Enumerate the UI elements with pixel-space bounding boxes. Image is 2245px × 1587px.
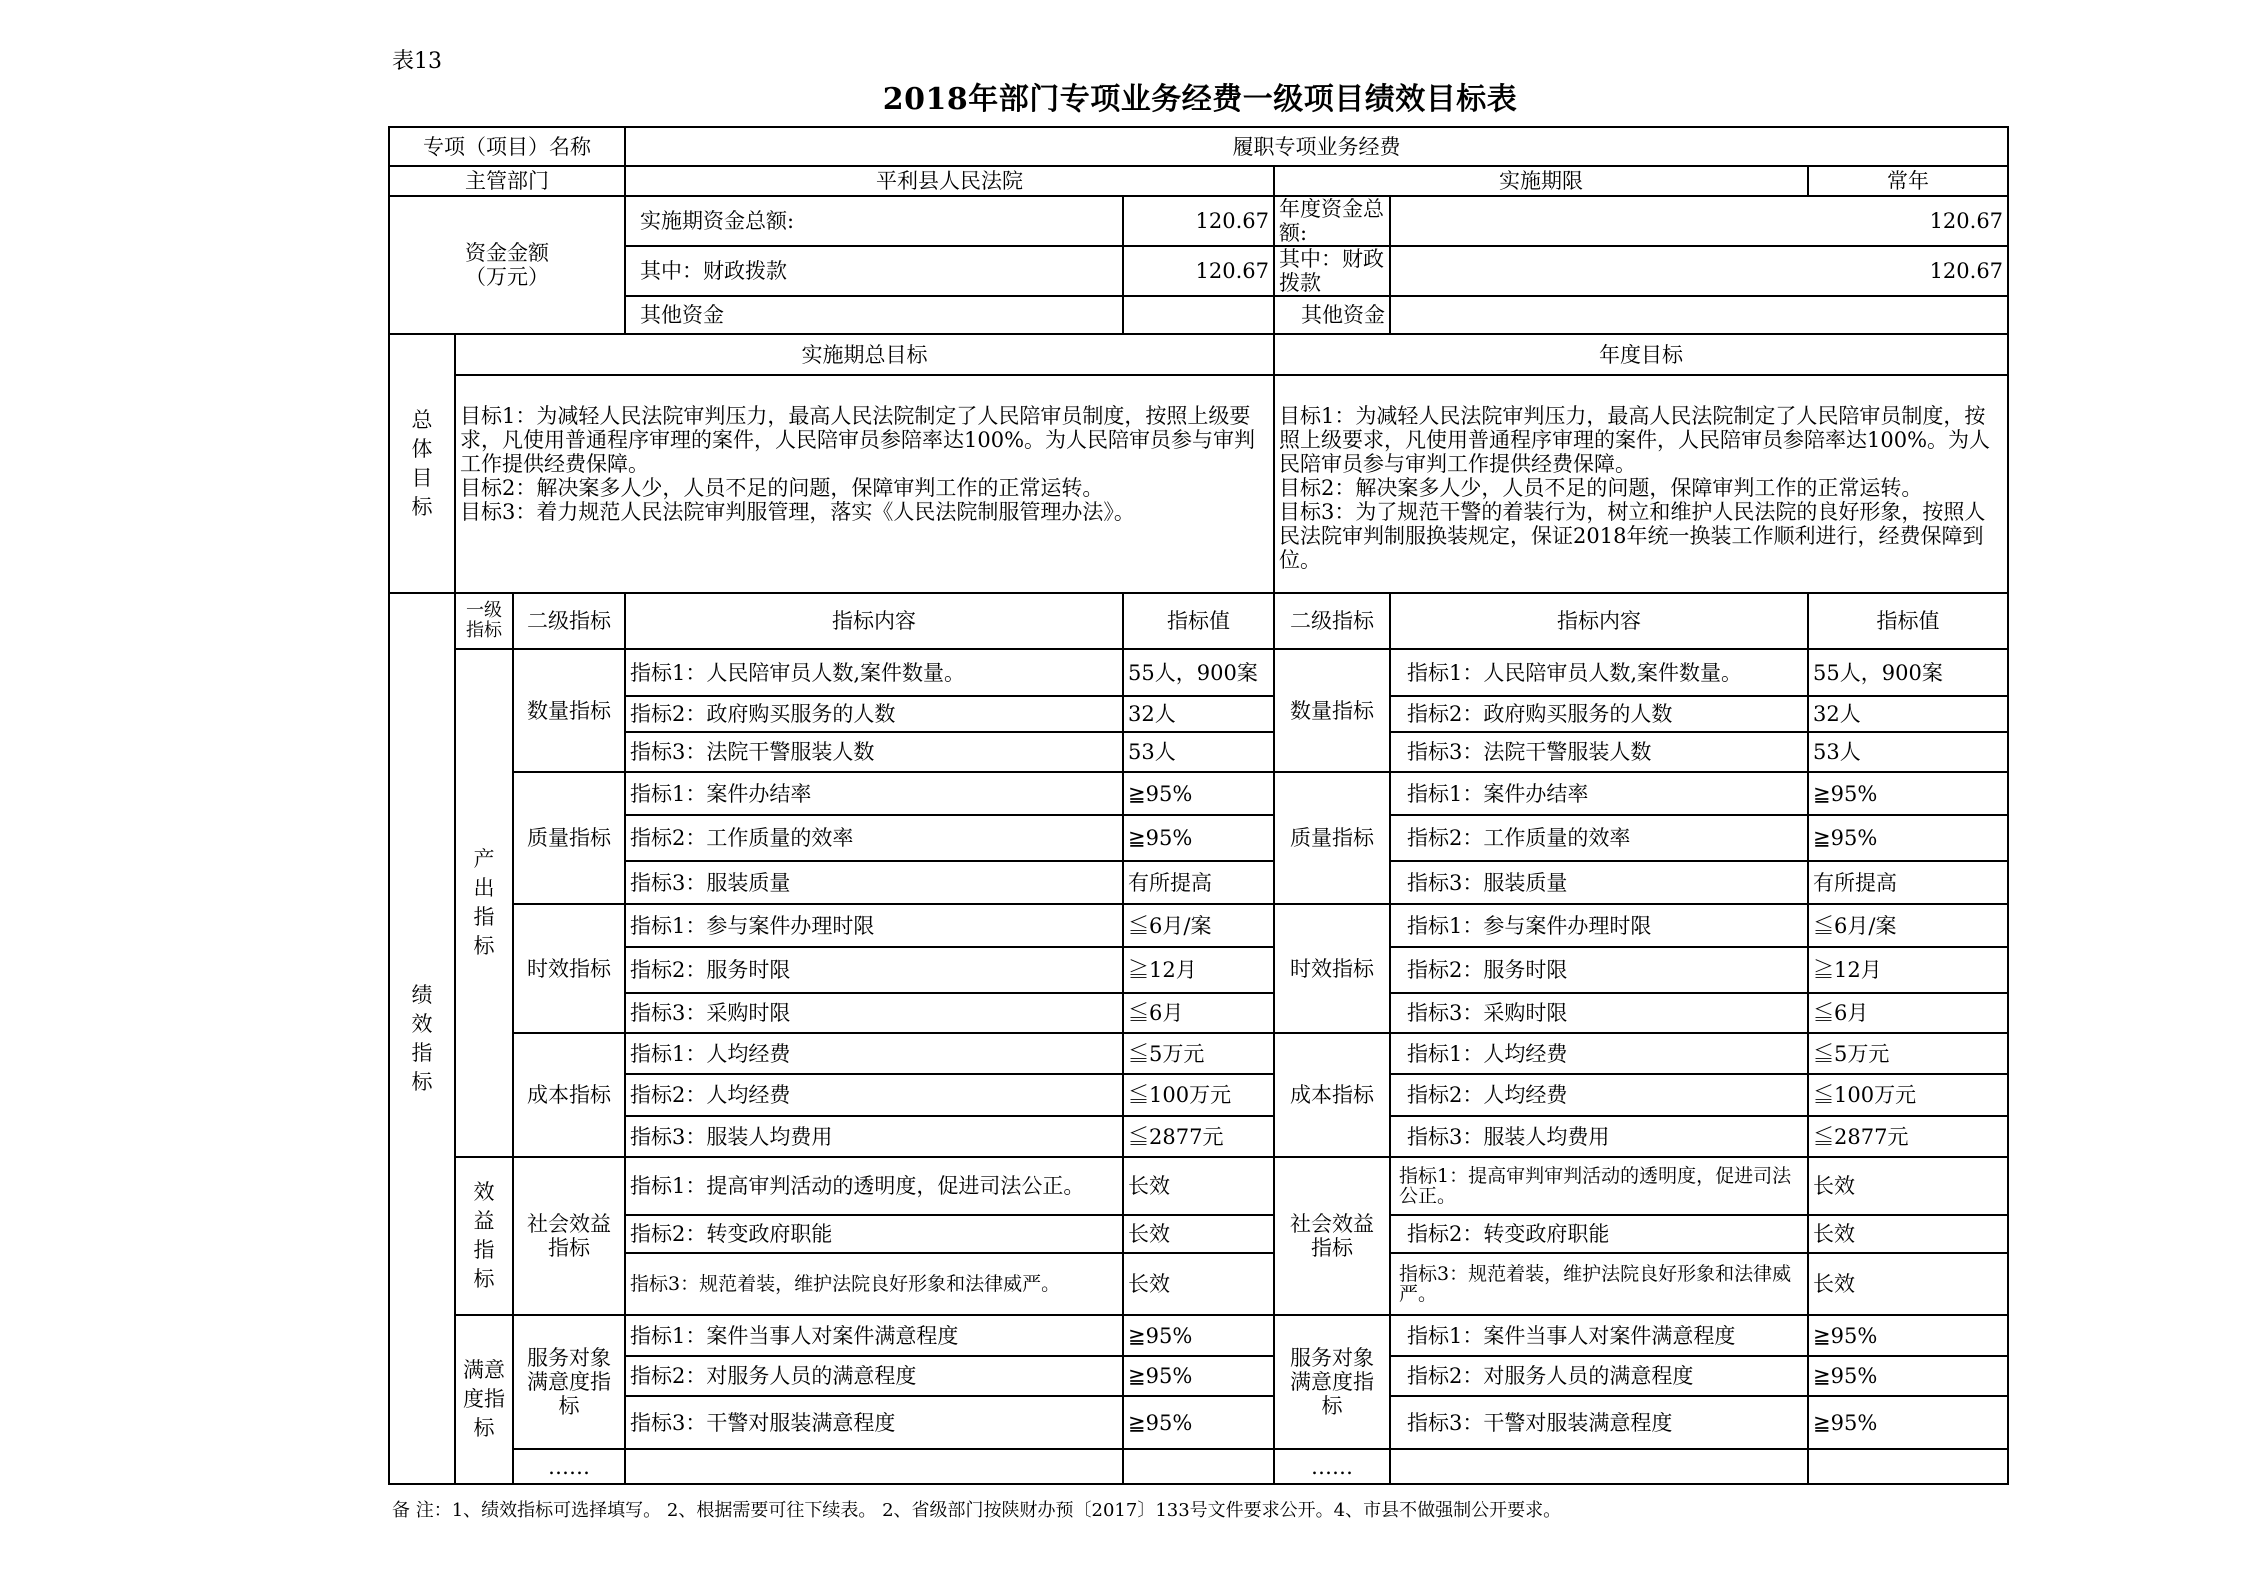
indicator-content: 指标3：采购时限: [625, 993, 1123, 1033]
table-number: 表13: [392, 49, 442, 74]
overall-goal-char: 标: [411, 494, 433, 519]
table-row: [389, 1449, 2008, 1484]
table-row: [389, 1215, 2008, 1253]
output-char: 产: [473, 847, 495, 871]
indicator-value: ≧95%: [1123, 1315, 1274, 1356]
performance-section-label: [389, 593, 455, 1484]
annual-indicator-value: 有所提高: [1808, 861, 2008, 904]
period-total-label: 实施期资金总额:: [625, 196, 1123, 246]
performance-char: 标: [411, 1069, 433, 1094]
benefit-char: 指: [473, 1238, 495, 1262]
social-benefit-label-line: 指标: [1311, 1236, 1354, 1260]
indicator-content: 指标1：参与案件办理时限: [625, 904, 1123, 947]
annual-indicator-content: 指标3：法院干警服装人数: [1390, 732, 1808, 772]
indicator-value: ≦6月: [1123, 993, 1274, 1033]
dept-row: [389, 166, 2008, 196]
indicator-content: 指标3：规范着装，维护法院良好形象和法律威严。: [625, 1253, 1123, 1315]
indicator-value: 有所提高: [1123, 861, 1274, 904]
indicator-content: 指标1：提高审判活动的透明度，促进司法公正。: [625, 1157, 1123, 1215]
annual-value-header: 指标值: [1808, 593, 2008, 649]
annual-cost-indicator-label: 成本指标: [1274, 1033, 1390, 1157]
indicator-value: 53人: [1123, 732, 1274, 772]
annual-indicator-value: ≦100万元: [1808, 1074, 2008, 1116]
level1-header-line: 一级: [466, 600, 502, 621]
ellipsis-cell: ……: [513, 1449, 625, 1484]
level2-header: 二级指标: [513, 593, 625, 649]
annual-indicator-content: 指标2：转变政府职能: [1390, 1215, 1808, 1253]
benefit-char: 益: [473, 1209, 495, 1233]
benefit-char: 标: [473, 1267, 495, 1291]
indicator-content: 指标2：对服务人员的满意程度: [625, 1356, 1123, 1396]
table-row: [389, 649, 2008, 696]
social-benefit-label-line: 社会效益: [1290, 1212, 1375, 1236]
value-header: 指标值: [1123, 593, 1274, 649]
period-other-value: [1123, 296, 1274, 334]
service-satisfaction-indicator-label: [513, 1315, 625, 1449]
period-fiscal-value: 120.67: [1123, 246, 1274, 296]
annual-service-satisfaction-indicator-label: [1274, 1315, 1390, 1449]
level1-header: [455, 593, 513, 649]
annual-indicator-value: ≧95%: [1808, 1315, 2008, 1356]
indicator-content: 指标2：工作质量的效率: [625, 815, 1123, 861]
indicator-value: ≧95%: [1123, 1396, 1274, 1449]
period-fiscal-label: 其中：财政拨款: [625, 246, 1123, 296]
period-other-label: 其他资金: [625, 296, 1123, 334]
annual-indicator-value: ≦6月: [1808, 993, 2008, 1033]
annual-indicator-content: 指标2：对服务人员的满意程度: [1390, 1356, 1808, 1396]
table-row: [389, 1356, 2008, 1396]
document-title-text: 2018年部门专项业务经费一级项目绩效目标表: [882, 82, 1518, 117]
period-goal-header: 实施期总目标: [455, 334, 1274, 375]
annual-indicator-value: ≧95%: [1808, 815, 2008, 861]
table-row: [389, 815, 2008, 861]
annual-goal-header: 年度目标: [1274, 334, 2008, 375]
period-total-value: 120.67: [1123, 196, 1274, 246]
indicator-value: ≦6月/案: [1123, 904, 1274, 947]
funds-total-row: [389, 196, 2008, 246]
annual-content-header: 指标内容: [1390, 593, 1808, 649]
service-satisfaction-label-line: 标: [558, 1394, 580, 1418]
indicator-content: 指标2：政府购买服务的人数: [625, 696, 1123, 732]
indicator-content: 指标3：服装质量: [625, 861, 1123, 904]
satisfaction-char: 度指: [463, 1387, 505, 1411]
indicator-content: 指标2：人均经费: [625, 1074, 1123, 1116]
indicator-content: 指标2：转变政府职能: [625, 1215, 1123, 1253]
annual-indicator-value: 长效: [1808, 1157, 2008, 1215]
indicator-value: ≦100万元: [1123, 1074, 1274, 1116]
service-satisfaction-label-line: 标: [1321, 1394, 1343, 1418]
indicator-content: 指标3：法院干警服装人数: [625, 732, 1123, 772]
table-row: [389, 1116, 2008, 1157]
annual-indicator-content: 指标3：采购时限: [1390, 993, 1808, 1033]
indicator-content: 指标3：干警对服装满意程度: [625, 1396, 1123, 1449]
funds-label-line-1: 资金金额: [465, 241, 549, 265]
table-row: [389, 696, 2008, 732]
annual-indicator-value: ≦2877元: [1808, 1116, 2008, 1157]
indicator-content: 指标1：案件当事人对案件满意程度: [625, 1315, 1123, 1356]
satisfaction-indicator-label: [455, 1315, 513, 1484]
table-row: [389, 1253, 2008, 1315]
table-row: [389, 861, 2008, 904]
footnote: 备 注：1、绩效指标可选择填写。 2、根据需要可往下续表。 2、省级部门按陕财办预〔2017〕133号文件要求公开。4、市县不做强制公开要求。: [392, 1500, 1562, 1521]
annual-indicator-content: 指标3：服装人均费用: [1390, 1116, 1808, 1157]
annual-fiscal-value: 120.67: [1390, 246, 2008, 296]
annual-indicator-content: 指标3：干警对服装满意程度: [1390, 1396, 1808, 1449]
indicator-value: 55人，900案: [1123, 649, 1274, 696]
table-row: [389, 947, 2008, 993]
goals-header-row: [389, 334, 2008, 375]
performance-char: 指: [411, 1040, 433, 1065]
table-row: [389, 1396, 2008, 1449]
project-row: [389, 127, 2008, 166]
annual-indicator-value: 长效: [1808, 1253, 2008, 1315]
document-title: [0, 74, 2245, 118]
annual-indicator-value: ≧95%: [1808, 1396, 2008, 1449]
annual-indicator-content: 指标1：提高审判审判活动的透明度，促进司法公正。: [1390, 1157, 1808, 1215]
annual-indicator-value: ≦6月/案: [1808, 904, 2008, 947]
social-benefit-indicator-label: [513, 1157, 625, 1315]
indicator-value: ≧12月: [1123, 947, 1274, 993]
annual-indicator-content: 指标1：案件办结率: [1390, 772, 1808, 815]
indicator-value: 长效: [1123, 1253, 1274, 1315]
overall-goal-char: 目: [411, 465, 433, 490]
benefit-char: 效: [473, 1180, 495, 1204]
annual-indicator-value: 55人，900案: [1808, 649, 2008, 696]
annual-total-value: 120.67: [1390, 196, 2008, 246]
annual-indicator-value: 32人: [1808, 696, 2008, 732]
annual-total-label: 年度资金总额:: [1274, 196, 1390, 246]
annual-level2-header: 二级指标: [1274, 593, 1390, 649]
level1-header-line: 指标: [466, 620, 502, 641]
satisfaction-char: 满意: [463, 1358, 505, 1382]
quantity-indicator-label: 数量指标: [513, 649, 625, 772]
annual-indicator-value: ≧95%: [1808, 772, 2008, 815]
project-label: 专项（项目）名称: [389, 127, 625, 166]
service-satisfaction-label-line: 服务对象: [527, 1346, 611, 1370]
funds-label: [389, 196, 625, 334]
indicator-content: 指标3：服装人均费用: [625, 1116, 1123, 1157]
indicator-value: 长效: [1123, 1157, 1274, 1215]
empty-cell: [1808, 1449, 2008, 1484]
output-char: 标: [473, 934, 495, 958]
quality-indicator-label: 质量指标: [513, 772, 625, 904]
performance-char: 效: [411, 1011, 433, 1036]
annual-indicator-content: 指标1：人均经费: [1390, 1033, 1808, 1074]
service-satisfaction-label-line: 服务对象: [1290, 1346, 1375, 1370]
cost-indicator-label: 成本指标: [513, 1033, 625, 1157]
indicator-content: 指标1：人民陪审员人数,案件数量。: [625, 649, 1123, 696]
annual-indicator-content: 指标2：服务时限: [1390, 947, 1808, 993]
annual-social-benefit-indicator-label: [1274, 1157, 1390, 1315]
annual-indicator-content: 指标1：参与案件办理时限: [1390, 904, 1808, 947]
annual-indicator-content: 指标3：服装质量: [1390, 861, 1808, 904]
performance-target-table: [388, 126, 2009, 1485]
annual-indicator-content: 指标1：案件当事人对案件满意程度: [1390, 1315, 1808, 1356]
annual-indicator-value: 53人: [1808, 732, 2008, 772]
annual-indicator-content: 指标2：人均经费: [1390, 1074, 1808, 1116]
annual-indicator-content: 指标2：政府购买服务的人数: [1390, 696, 1808, 732]
benefit-indicator-label: [455, 1157, 513, 1315]
overall-goal-char: 总: [411, 407, 433, 432]
annual-indicator-value: ≦5万元: [1808, 1033, 2008, 1074]
service-satisfaction-label-line: 满意度指: [1290, 1370, 1375, 1394]
annual-quantity-indicator-label: 数量指标: [1274, 649, 1390, 772]
annual-indicator-value: ≧95%: [1808, 1356, 2008, 1396]
output-char: 指: [473, 905, 495, 929]
overall-goal-char: 体: [411, 436, 433, 461]
annual-goal-text: 目标1：为减轻人民法院审判压力，最高人民法院制定了人民陪审员制度，按照上级要求，凡使用普通程序审理的案件，人民陪审员参陪率达100%。为人民陪审员参与审判工作提供经费保障。 目标2：解决案多人少，人员不足的问题，保障审判工作的正常运转。 目标3：为了规范干警的着装行为，树立和维护人民法院的良好形象，按照人民法院审判制服换装规定，保证2018年统一换装工作顺利进行，经费保障到位。: [1274, 375, 2008, 593]
social-benefit-label-line: 指标: [548, 1236, 590, 1260]
timeliness-indicator-label: 时效指标: [513, 904, 625, 1033]
period-label: 实施期限: [1274, 166, 1808, 196]
annual-fiscal-label: 其中：财政拨款: [1274, 246, 1390, 296]
indicator-header-row: [389, 593, 2008, 649]
satisfaction-char: 标: [473, 1416, 495, 1440]
period-value: 常年: [1808, 166, 2008, 196]
indicator-value: ≦2877元: [1123, 1116, 1274, 1157]
performance-char: 绩: [411, 982, 433, 1007]
indicator-value: ≦5万元: [1123, 1033, 1274, 1074]
indicator-value: 32人: [1123, 696, 1274, 732]
annual-indicator-content: 指标2：工作质量的效率: [1390, 815, 1808, 861]
dept-value: 平利县人民法院: [625, 166, 1274, 196]
dept-label: 主管部门: [389, 166, 625, 196]
annual-indicator-content: 指标3：规范着装，维护法院良好形象和法律威严。: [1390, 1253, 1808, 1315]
table-row: [389, 1315, 2008, 1356]
indicator-value: ≧95%: [1123, 772, 1274, 815]
indicator-value: ≧95%: [1123, 1356, 1274, 1396]
table-row: [389, 1074, 2008, 1116]
indicator-content: 指标1：案件办结率: [625, 772, 1123, 815]
annual-indicator-value: ≧12月: [1808, 947, 2008, 993]
annual-indicator-value: 长效: [1808, 1215, 2008, 1253]
table-row: [389, 732, 2008, 772]
annual-indicator-content: 指标1：人民陪审员人数,案件数量。: [1390, 649, 1808, 696]
project-value: 履职专项业务经费: [625, 127, 2008, 166]
goals-text-row: [389, 375, 2008, 593]
empty-cell: [1123, 1449, 1274, 1484]
output-char: 出: [473, 876, 495, 900]
annual-quality-indicator-label: 质量指标: [1274, 772, 1390, 904]
content-header: 指标内容: [625, 593, 1123, 649]
social-benefit-label-line: 社会效益: [527, 1212, 611, 1236]
annual-other-label: 其他资金: [1274, 296, 1390, 334]
table-row: [389, 1157, 2008, 1215]
annual-other-value: [1390, 296, 2008, 334]
empty-cell: [1390, 1449, 1808, 1484]
indicator-value: 长效: [1123, 1215, 1274, 1253]
table-row: [389, 904, 2008, 947]
indicator-content: 指标1：人均经费: [625, 1033, 1123, 1074]
empty-cell: [625, 1449, 1123, 1484]
indicator-content: 指标2：服务时限: [625, 947, 1123, 993]
table-row: [389, 1033, 2008, 1074]
overall-goal-section-label: [389, 334, 455, 593]
service-satisfaction-label-line: 满意度指: [527, 1370, 611, 1394]
funds-fiscal-row: [389, 246, 2008, 296]
table-row: [389, 993, 2008, 1033]
funds-other-row: [389, 296, 2008, 334]
funds-label-line-2: （万元）: [465, 265, 549, 289]
output-indicator-label: [455, 649, 513, 1157]
indicator-value: ≧95%: [1123, 815, 1274, 861]
period-goal-text: 目标1：为减轻人民法院审判压力，最高人民法院制定了人民陪审员制度，按照上级要求，凡使用普通程序审理的案件，人民陪审员参陪率达100%。为人民陪审员参与审判工作提供经费保障。 目标2：解决案多人少，人员不足的问题，保障审判工作的正常运转。 目标3：着力规范人民法院审判服管理，落实《人民法院制服管理办法》。: [455, 375, 1274, 593]
annual-timeliness-indicator-label: 时效指标: [1274, 904, 1390, 1033]
annual-ellipsis-cell: ……: [1274, 1449, 1390, 1484]
table-row: [389, 772, 2008, 815]
